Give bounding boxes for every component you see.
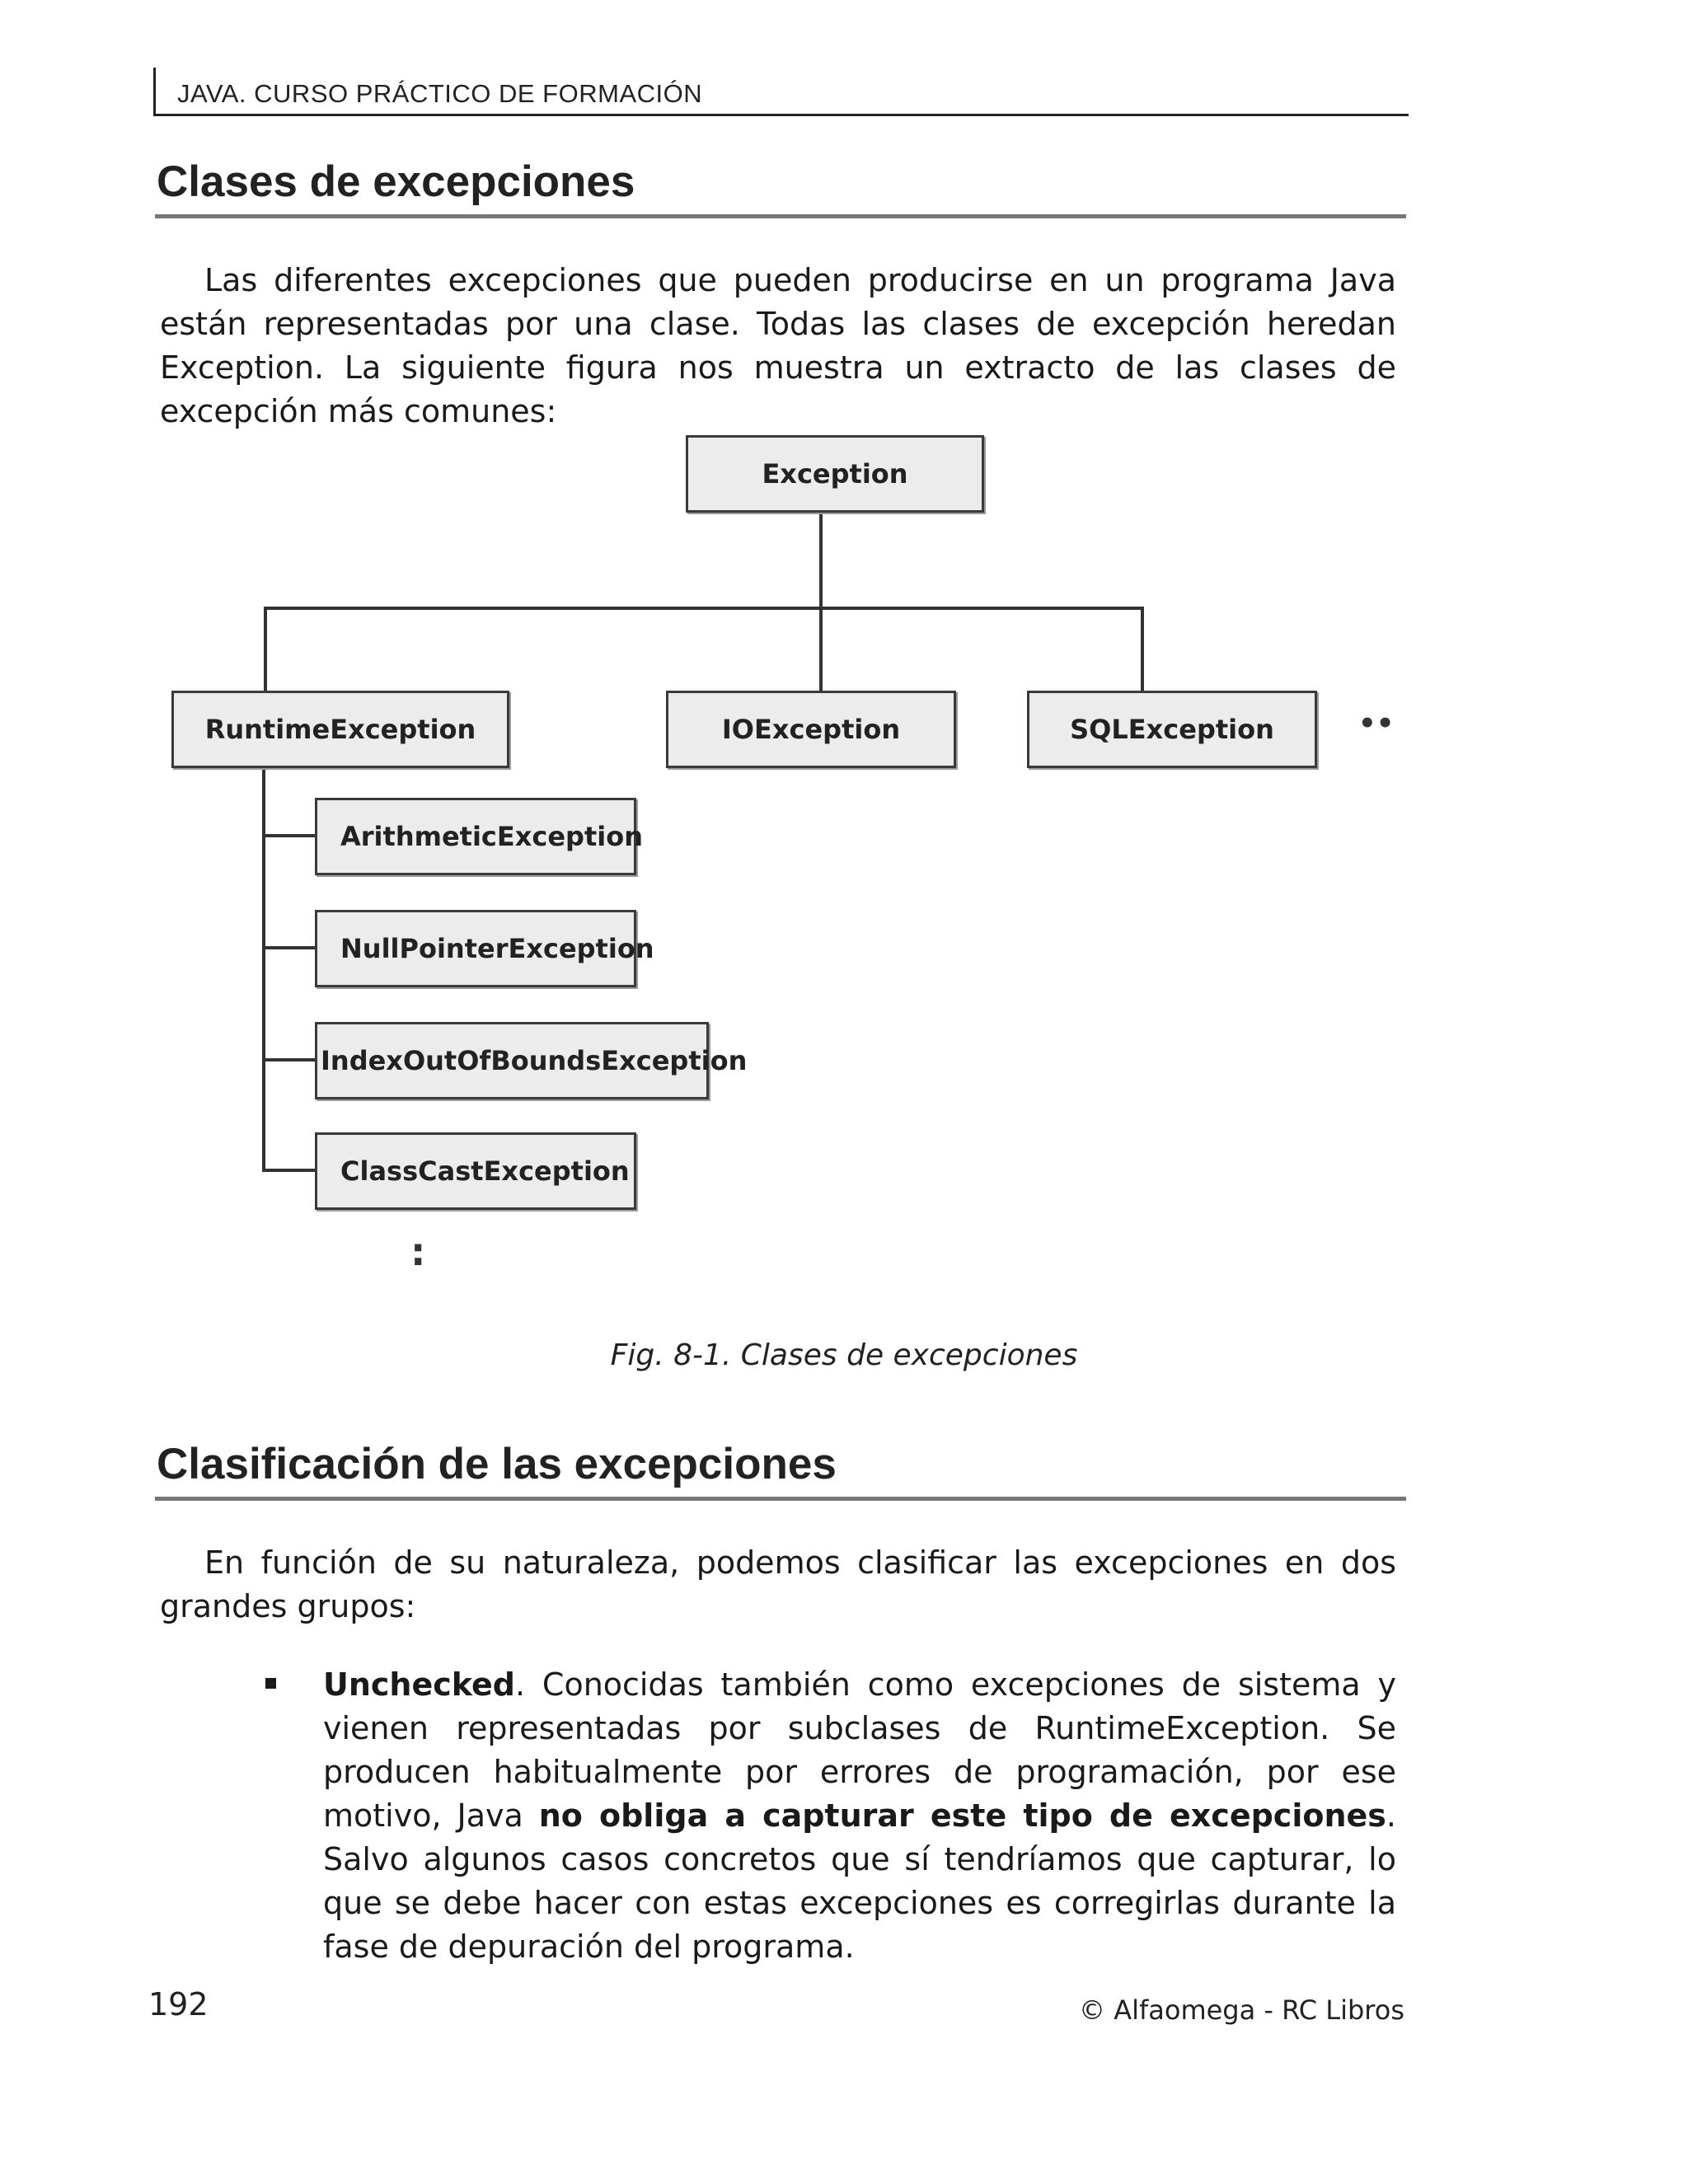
connector-line [264, 607, 267, 691]
node-arithmetic-exception: ArithmeticException [315, 798, 636, 875]
copyright-notice: © Alfaomega - RC Libros [1079, 1994, 1404, 2026]
page-number: 192 [148, 1986, 209, 2022]
bullet-item-unchecked [323, 1663, 1396, 1969]
section-title-clasificacion: Clasificación de las excepciones [157, 1440, 837, 1488]
node-io-exception: IOException [666, 691, 956, 768]
bullet-text-part1: . Conocidas también como excepciones de sistema y vienen representadas por subclases de RuntimeException. Se producen habitualmente por errores de programación, por ese motivo, Java [323, 1666, 1396, 1834]
connector-line [1141, 607, 1144, 691]
section-rule [155, 1497, 1406, 1501]
connector-line [262, 768, 265, 1170]
bullet-square-icon [265, 1678, 276, 1689]
running-header-title: JAVA. CURSO PRÁCTICO DE FORMACIÓN [177, 79, 703, 108]
connector-line [262, 1169, 316, 1172]
intro-paragraph: Las diferentes excepciones que pueden producirse en un programa Java están representadas por una clase. Todas las clases de excepción heredan Exception. La siguiente figura nos muestra un extracto de las clases de excepción más comunes: [160, 262, 1396, 429]
figure-caption: Fig. 8-1. Clases de excepciones [610, 1338, 1078, 1372]
node-indexoutofbounds-exception: IndexOutOfBoundsException [315, 1022, 709, 1099]
section-title-clases: Clases de excepciones [157, 157, 635, 206]
connector-line [262, 946, 316, 949]
bullet-term: Unchecked [323, 1666, 516, 1703]
connector-line [819, 511, 823, 607]
bullet-bold-phrase: no obliga a capturar este tipo de excepciones [538, 1797, 1386, 1834]
node-sql-exception: SQLException [1027, 691, 1317, 768]
more-subclasses-ellipsis: : [410, 1230, 426, 1274]
connector-line [262, 1058, 316, 1062]
node-classcast-exception: ClassCastException [315, 1132, 636, 1210]
node-exception: Exception [686, 435, 984, 513]
connector-line [264, 607, 1144, 610]
classification-paragraph: En función de su naturaleza, podemos clasificar las excepciones en dos grandes grupos: [160, 1544, 1396, 1624]
node-runtime-exception: RuntimeException [171, 691, 509, 768]
connector-line [262, 834, 316, 837]
connector-line [819, 607, 823, 691]
bullet-text-part2: . Salvo algunos casos concretos que sí tendríamos que capturar, lo que se debe hacer con estas excepciones es corregirlas durante la fase de depuración del programa. [323, 1797, 1396, 1965]
node-nullpointer-exception: NullPointerException [315, 910, 636, 987]
more-classes-ellipsis: •• [1358, 707, 1395, 740]
